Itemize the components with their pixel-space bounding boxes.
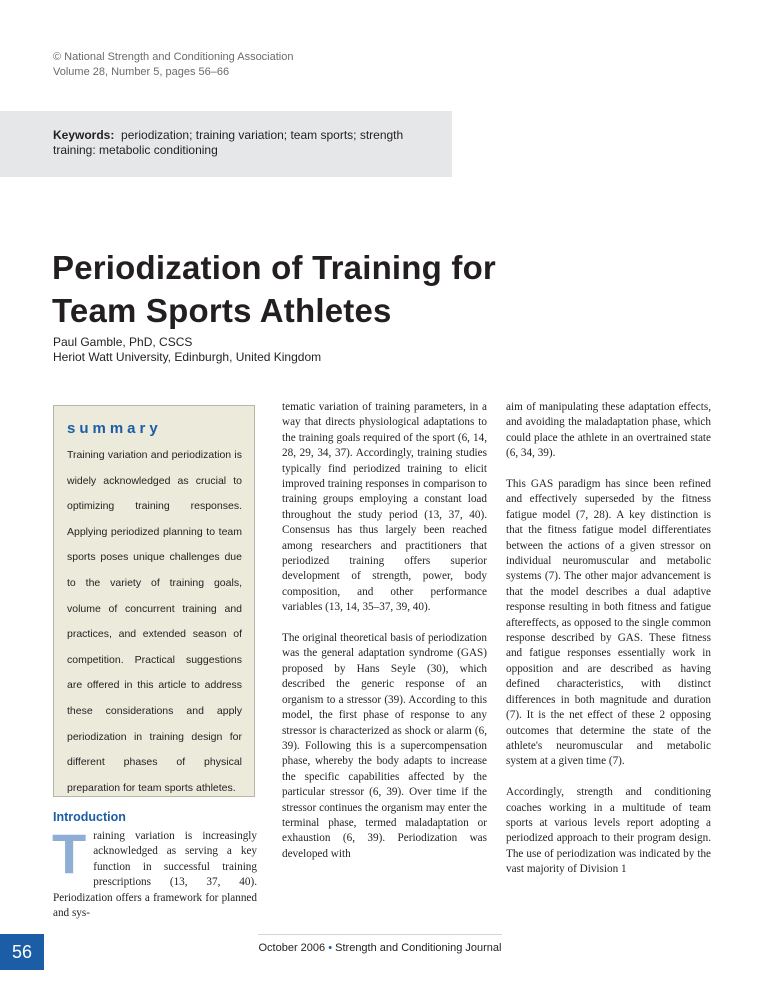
article-title bbox=[52, 246, 572, 332]
summary-box bbox=[53, 405, 255, 797]
keywords-label: Keywords: bbox=[53, 128, 115, 142]
title-line-2: Team Sports Athletes bbox=[52, 292, 392, 329]
text-column-3 bbox=[506, 400, 711, 893]
drop-cap: T bbox=[52, 822, 87, 885]
volume-line: Volume 28, Number 5, pages 56–66 bbox=[53, 66, 230, 78]
footer-separator: • bbox=[328, 942, 333, 954]
keywords-list: periodization; training variation; team sports; strength training: metabolic conditioning bbox=[53, 128, 404, 157]
page-number-box bbox=[0, 934, 44, 970]
footer-date: October 2006 bbox=[258, 942, 326, 954]
introduction-text: raining variation is increasingly acknowledged as serving a key function in successful training prescriptions (13, 37, 40). Periodization offers a framework for planned and sys- bbox=[53, 830, 257, 920]
author-block bbox=[53, 335, 321, 365]
title-line-1: Periodization of Training for bbox=[52, 249, 496, 286]
keywords-box bbox=[0, 111, 452, 177]
column-2-paragraph-2: The original theoretical basis of periodization was the general adaptation syndrome (GAS) proposed by Hans Seyle (30), which described the generic response of an organism to a stressor (39). According to this model, the first phase of response to any stressor is characterized as shock or alarm (6, 39). Following this is a supercompensation phase, whereby the body adapts to increase the specific capabilities affected by the particular stressor (6, 39). Over time if the stressor continues the organism may enter the terminal phase, termed maladaptation or exhaustion (6, 39). Periodization was developed with bbox=[282, 632, 487, 860]
column-3-paragraph-3: Accordingly, strength and conditioning coaches working in a multitude of team sports at various levels report adopting a periodized approach to their program design. The use of periodization was indicated by the vast majority of Division 1 bbox=[506, 786, 711, 876]
introduction-heading: Introduction bbox=[53, 810, 126, 824]
column-3-paragraph-2: This GAS paradigm has since been refined and effectively superseded by the fitness fatigue model (7, 28). A key distinction is that the fitness fatigue model differentiates between the actions of a given stressor on individual neuromuscular and metabolic systems (7). The other major advancement is that the model describes a dual adaptive response resulting in both fitness and fatigue aftereffects, as opposed to the single common response described by GAS. These fitness and fatigue responses essentially work in opposition and are described as having defined characteristics, with distinct differences in both magnitude and duration (7). It is the net effect of these 2 opposing outcomes that determine the state of the athlete's neuromuscular and metabolic system at a given time (7). bbox=[506, 478, 711, 768]
keywords-text bbox=[53, 128, 443, 158]
footer-divider bbox=[258, 934, 502, 935]
footer-journal: Strength and Conditioning Journal bbox=[335, 942, 502, 954]
column-2-paragraph-1: tematic variation of training parameters, in a way that directs physiological adaptations to the training goals required of the sport (6, 14, 28, 29, 34, 37). Accordingly, training studies typically find periodized training to elicit improved training responses in comparison to training groups employing a constant load throughout the study period (13, 37, 40). Consensus has thus largely been reached among researchers and practitioners that periodized training offers superior development of strength, power, body composition, and other performance variables (13, 14, 35–37, 39, 40). bbox=[282, 401, 487, 614]
copyright-line: © National Strength and Conditioning Association bbox=[53, 51, 294, 63]
summary-heading: summary bbox=[67, 420, 162, 437]
introduction-body bbox=[52, 822, 257, 921]
author-name: Paul Gamble, PhD, CSCS bbox=[53, 335, 193, 349]
text-column-2 bbox=[282, 400, 487, 878]
summary-body: Training variation and periodization is widely acknowledged as crucial to optimizing training responses. Applying periodized planning to team sports poses unique challenges due to the variety of training goals, volume of concurrent training and practices, and extended season of competition. Practical suggestions are offered in this article to address these considerations and apply periodization in training design for different phases of physical preparation for team sports athletes. bbox=[67, 449, 242, 794]
author-affiliation: Heriot Watt University, Edinburgh, United Kingdom bbox=[53, 350, 322, 364]
footer bbox=[258, 942, 502, 954]
column-3-paragraph-1: aim of manipulating these adaptation effects, and avoiding the maladaptation phase, which could place the athlete in an overtrained state (6, 34, 39). bbox=[506, 401, 711, 460]
copyright-notice bbox=[53, 50, 293, 80]
page-number: 56 bbox=[11, 942, 33, 962]
